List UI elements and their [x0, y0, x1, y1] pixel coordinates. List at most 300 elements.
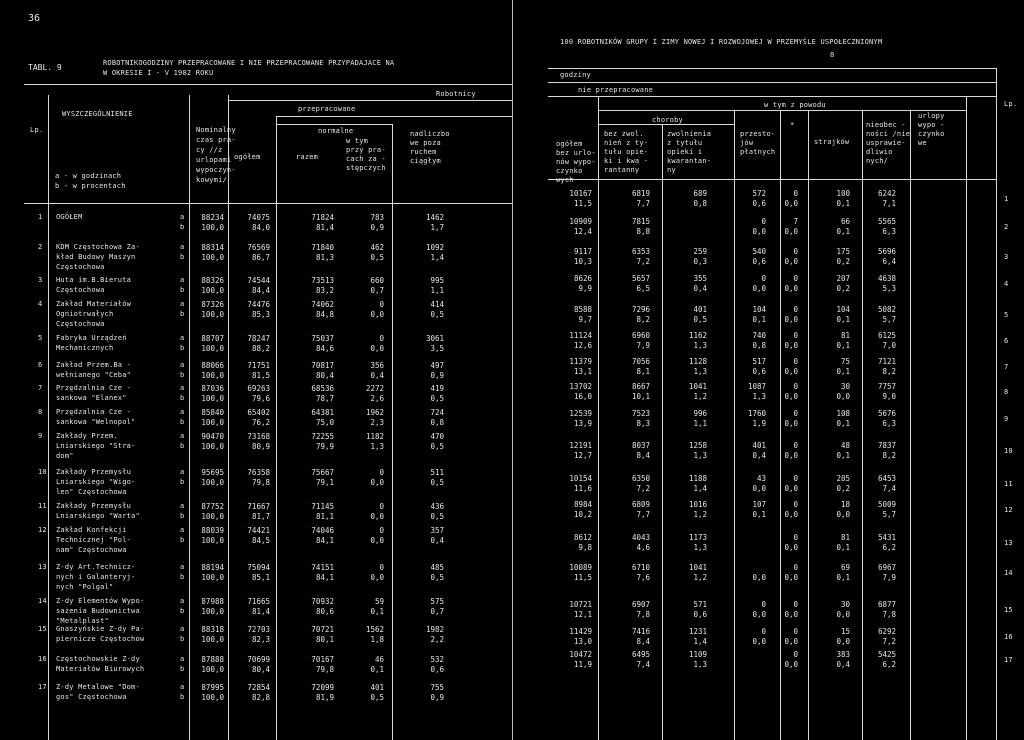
cell-value-b: 1,3 — [370, 442, 384, 451]
row-name-line: Lniarskiego "Wigo- — [56, 478, 136, 486]
cell-value-b: 8,2 — [636, 315, 650, 324]
cell-value-a: 30 — [840, 382, 850, 391]
row-b-marker: b — [180, 635, 185, 643]
cell-value-b: 100,0 — [201, 635, 224, 644]
cell-value-a: 70932 — [311, 597, 334, 606]
cell-value-b: 1,3 — [693, 660, 707, 669]
cell-value-b: 1,3 — [693, 341, 707, 350]
row-name-line: Huta im.B.Bieruta — [56, 276, 132, 284]
row-b-marker: b — [180, 693, 185, 701]
cell-value-a: 72703 — [247, 625, 270, 634]
cell-value-b: 0,0 — [370, 536, 384, 545]
cell-value-b: 100,0 — [201, 286, 224, 295]
cell-value-a: 1162 — [688, 331, 707, 340]
cell-value-b: 84,4 — [251, 286, 270, 295]
cell-value-a: 69 — [840, 563, 850, 572]
nie-przepracowane-header: nie przepracowane — [578, 86, 654, 94]
cell-value-b: 81,4 — [315, 223, 334, 232]
row-lp-right: 12 — [1004, 506, 1013, 514]
cell-value-a: 71667 — [247, 502, 270, 511]
cell-value-b: 100,0 — [201, 512, 224, 521]
cell-value-b: 0,3 — [693, 257, 707, 266]
w-tym-header: w tym przy pra- cach za - stępczych — [346, 137, 386, 172]
row-a-marker: a — [180, 334, 185, 342]
cell-value-a: 2272 — [365, 384, 384, 393]
row-a-marker: a — [180, 563, 185, 571]
cell-value-a: 996 — [693, 409, 707, 418]
cell-value-b: 1,3 — [693, 367, 707, 376]
row-a-marker: a — [180, 625, 185, 633]
cell-value-a: 68536 — [311, 384, 334, 393]
cell-value-b: 0,0 — [370, 512, 384, 521]
row-lp-right: 2 — [1004, 223, 1009, 231]
cell-value-a: 1258 — [688, 441, 707, 450]
cell-value-b: 100,0 — [201, 607, 224, 616]
cell-value-a: 6495 — [631, 650, 650, 659]
cell-value-a: 6125 — [877, 331, 896, 340]
row-a-marker: a — [180, 243, 185, 251]
cell-value-b: 80,4 — [315, 371, 334, 380]
row-b-marker: b — [180, 442, 185, 450]
cell-value-b: 84,6 — [315, 344, 334, 353]
cell-value-a: 7121 — [877, 357, 896, 366]
cell-value-b: 0,0 — [370, 573, 384, 582]
cell-value-b: 6,3 — [882, 227, 896, 236]
cell-value-a: 6907 — [631, 600, 650, 609]
row-a-marker: a — [180, 408, 185, 416]
cell-value-a: 0 — [793, 409, 798, 418]
cell-value-a: 43 — [756, 474, 766, 483]
cell-value-b: 0,1 — [836, 451, 850, 460]
row-name-line: wełnianego "Ceba" — [56, 371, 132, 379]
cell-value-b: 0,0 — [784, 451, 798, 460]
table-label: TABL. 9 — [28, 63, 62, 72]
cell-value-b: 81,7 — [251, 512, 270, 521]
row-name-line: Z-dy Elementów Wypo- — [56, 597, 145, 605]
cell-value-a: 12539 — [569, 409, 592, 418]
cell-value-b: 81,5 — [251, 371, 270, 380]
cell-value-a: 87326 — [201, 300, 224, 309]
cell-value-b: 75,0 — [315, 418, 334, 427]
row-b-marker: b — [180, 512, 185, 520]
robotnicy-header: Robotnicy — [436, 90, 476, 98]
cell-value-a: 75 — [840, 357, 850, 366]
cell-value-b: 100,0 — [201, 223, 224, 232]
cell-value-b: 84,5 — [251, 536, 270, 545]
row-b-marker: b — [180, 253, 185, 261]
cell-value-b: 0,5 — [430, 478, 444, 487]
row-name-line: "Metalplast" — [56, 617, 109, 625]
cell-value-b: 0,1 — [836, 341, 850, 350]
cell-value-b: 7,2 — [882, 637, 896, 646]
cell-value-a: 414 — [430, 300, 444, 309]
cell-value-a: 88066 — [201, 361, 224, 370]
cell-value-a: 205 — [836, 474, 850, 483]
strajkow-header: strajków — [814, 138, 850, 146]
cell-value-b: 79,9 — [315, 442, 334, 451]
cell-value-a: 1173 — [688, 533, 707, 542]
cell-value-a: 71145 — [311, 502, 334, 511]
cell-value-a: 85840 — [201, 408, 224, 417]
cell-value-b: 0,0 — [836, 610, 850, 619]
godziny-header: godziny — [560, 71, 591, 79]
cell-value-b: 0,6 — [752, 367, 766, 376]
cell-value-b: 8,2 — [882, 367, 896, 376]
cell-value-a: 8626 — [573, 274, 592, 283]
cell-value-a: 7056 — [631, 357, 650, 366]
row-name-line: Zakład Przem.Ba - — [56, 361, 132, 369]
cell-value-b: 0,1 — [370, 665, 384, 674]
cell-value-b: 7,9 — [636, 341, 650, 350]
cell-value-b: 79,8 — [315, 665, 334, 674]
cell-value-b: 81,9 — [315, 693, 334, 702]
row-a-marker: a — [180, 502, 185, 510]
cell-value-a: 755 — [430, 683, 444, 692]
row-lp: 2 — [38, 243, 43, 251]
row-lp-right: 17 — [1004, 656, 1013, 664]
cell-value-a: 401 — [693, 305, 707, 314]
cell-value-b: 1,8 — [370, 635, 384, 644]
cell-value-a: 0 — [379, 526, 384, 535]
cell-value-a: 10909 — [569, 217, 592, 226]
cell-value-a: 6453 — [877, 474, 896, 483]
cell-value-a: 104 — [752, 305, 766, 314]
cell-value-a: 356 — [370, 361, 384, 370]
cell-value-b: 0,4 — [836, 660, 850, 669]
row-name-line: KDM Częstochowa Za- — [56, 243, 140, 251]
cell-value-a: 88039 — [201, 526, 224, 535]
cell-value-a: 6877 — [877, 600, 896, 609]
cell-value-a: 30 — [840, 600, 850, 609]
cell-value-a: 10154 — [569, 474, 592, 483]
cell-value-b: 0,1 — [752, 510, 766, 519]
cell-value-a: 724 — [430, 408, 444, 417]
cell-value-a: 0 — [379, 563, 384, 572]
row-a-marker: a — [180, 655, 185, 663]
row-b-marker: b — [180, 310, 185, 318]
cell-value-b: 7,4 — [882, 484, 896, 493]
right-page — [512, 0, 1024, 740]
cell-value-b: 11,5 — [573, 573, 592, 582]
cell-value-b: 0,0 — [370, 478, 384, 487]
row-lp-right: 14 — [1004, 569, 1013, 577]
cell-value-a: 11429 — [569, 627, 592, 636]
row-a-marker: a — [180, 597, 185, 605]
cell-value-a: 5696 — [877, 247, 896, 256]
row-lp: 16 — [38, 655, 47, 663]
cell-value-a: 5082 — [877, 305, 896, 314]
cell-value-b: 84,1 — [315, 536, 334, 545]
row-b-marker: b — [180, 344, 185, 352]
row-name-line: Częstochowa — [56, 320, 105, 328]
cell-value-a: 1087 — [747, 382, 766, 391]
normalne-header: normalne — [318, 127, 354, 135]
row-name-line: Zakłady Przem. — [56, 432, 118, 440]
cell-value-b: 9,0 — [882, 392, 896, 401]
cell-value-b: 9,9 — [578, 284, 592, 293]
cell-value-a: 5565 — [877, 217, 896, 226]
cell-value-b: 0,0 — [370, 344, 384, 353]
cell-value-b: 0,1 — [836, 315, 850, 324]
cell-value-a: 0 — [793, 331, 798, 340]
cell-value-a: 81 — [840, 533, 850, 542]
cell-value-a: 74062 — [311, 300, 334, 309]
nieobecnosci-header: nieobec - ności /nie usprawie- dliwio nych/ — [866, 121, 911, 165]
cell-value-b: 0,8 — [693, 199, 707, 208]
cell-value-a: 75037 — [311, 334, 334, 343]
cell-value-a: 76569 — [247, 243, 270, 252]
cell-value-a: 88707 — [201, 334, 224, 343]
row-b-marker: b — [180, 536, 185, 544]
row-lp-right: 15 — [1004, 606, 1013, 614]
cell-value-b: 0,0 — [784, 284, 798, 293]
cell-value-b: 1,7 — [430, 223, 444, 232]
row-name-line: nych i Galanteryj- — [56, 573, 136, 581]
cell-value-b: 100,0 — [201, 573, 224, 582]
cell-value-b: 0,5 — [430, 512, 444, 521]
cell-value-a: 8588 — [573, 305, 592, 314]
w-tym-z-powodu-header: w tym z powodu — [764, 101, 826, 109]
cell-value-a: 1231 — [688, 627, 707, 636]
cell-value-a: 7815 — [631, 217, 650, 226]
cell-value-a: 70699 — [247, 655, 270, 664]
cell-value-a: 72099 — [311, 683, 334, 692]
cell-value-b: 1,3 — [693, 451, 707, 460]
cell-value-a: 88318 — [201, 625, 224, 634]
cell-value-a: 13702 — [569, 382, 592, 391]
cell-value-a: 740 — [752, 331, 766, 340]
cell-value-a: 70721 — [311, 625, 334, 634]
row-a-marker: a — [180, 361, 185, 369]
cell-value-a: 7 — [793, 217, 798, 226]
cell-value-b: 9,7 — [578, 315, 592, 324]
row-lp-right: 10 — [1004, 447, 1013, 455]
cell-value-b: 0,0 — [784, 419, 798, 428]
cell-value-a: 90470 — [201, 432, 224, 441]
cell-value-b: 82,3 — [251, 635, 270, 644]
row-name-line: nych "Polgal" — [56, 583, 114, 591]
cell-value-a: 70817 — [311, 361, 334, 370]
cell-value-b: 0,4 — [752, 451, 766, 460]
cell-value-a: 87988 — [201, 597, 224, 606]
cell-value-b: 80,4 — [251, 665, 270, 674]
cell-value-b: 1,1 — [430, 286, 444, 295]
cell-value-b: 13,1 — [573, 367, 592, 376]
cell-value-a: 462 — [370, 243, 384, 252]
cell-value-a: 0 — [793, 357, 798, 366]
cell-value-b: 1,4 — [430, 253, 444, 262]
row-lp: 7 — [38, 384, 43, 392]
row-b-marker: b — [180, 478, 185, 486]
cell-value-b: 100,0 — [201, 418, 224, 427]
cell-value-b: 0,1 — [836, 367, 850, 376]
cell-value-b: 0,4 — [370, 371, 384, 380]
cell-value-a: 1462 — [425, 213, 444, 222]
cell-value-b: 0,0 — [836, 510, 850, 519]
row-name-line: sankowa "Elanex" — [56, 394, 127, 402]
cell-value-a: 10089 — [569, 563, 592, 572]
cell-value-a: 10167 — [569, 189, 592, 198]
cell-value-a: 11124 — [569, 331, 592, 340]
row-b-marker: b — [180, 394, 185, 402]
cell-value-b: 7,4 — [636, 660, 650, 669]
cell-value-b: 80,6 — [315, 607, 334, 616]
cell-value-b: 84,8 — [315, 310, 334, 319]
cell-value-b: 8,8 — [636, 227, 650, 236]
cell-value-a: 1128 — [688, 357, 707, 366]
cell-value-a: 78247 — [247, 334, 270, 343]
cell-value-a: 0 — [793, 382, 798, 391]
cell-value-a: 65402 — [247, 408, 270, 417]
cell-value-a: 0 — [793, 441, 798, 450]
cell-value-a: 0 — [793, 600, 798, 609]
cell-value-a: 104 — [836, 305, 850, 314]
przepracowane-header: przepracowane — [298, 105, 356, 113]
row-b-marker: b — [180, 418, 185, 426]
cell-value-b: 79,1 — [315, 478, 334, 487]
cell-value-a: 572 — [752, 189, 766, 198]
row-a-marker: a — [180, 300, 185, 308]
cell-value-b: 0,0 — [784, 637, 798, 646]
cell-value-a: 1109 — [688, 650, 707, 659]
przestoje-header: przesto- jów płatnych — [740, 130, 776, 156]
cell-value-b: 12,6 — [573, 341, 592, 350]
cell-value-a: 4638 — [877, 274, 896, 283]
row-name-line: sażenia Budownictwa — [56, 607, 140, 615]
row-lp-right: 1 — [1004, 195, 1009, 203]
cell-value-a: 88314 — [201, 243, 224, 252]
cell-value-a: 12191 — [569, 441, 592, 450]
cell-value-b: 79,6 — [251, 394, 270, 403]
row-lp: 14 — [38, 597, 47, 605]
row-name-line: Zakłady Przemysłu — [56, 502, 132, 510]
cell-value-a: 73513 — [311, 276, 334, 285]
row-lp: 11 — [38, 502, 47, 510]
table-title-line1: ROBOTNIKOGODZINY PRZEPRACOWANE I NIE PRZEPRACOWANE PRZYPADAJACE NA — [103, 59, 395, 67]
cell-value-b: 0,9 — [370, 223, 384, 232]
cell-value-a: 0 — [793, 627, 798, 636]
row-lp: 1 — [38, 213, 43, 221]
cell-value-a: 0 — [379, 334, 384, 343]
cell-value-b: 6,4 — [882, 257, 896, 266]
nadliczbowe-header: nadliczbo we poza ruchem ciągłym — [410, 130, 450, 165]
cell-value-b: 0,0 — [784, 573, 798, 582]
cell-value-b: 0,1 — [752, 315, 766, 324]
cell-value-b: 0,9 — [430, 693, 444, 702]
cell-value-b: 7,8 — [636, 610, 650, 619]
cell-value-b: 0,0 — [752, 637, 766, 646]
cell-value-b: 11,6 — [573, 484, 592, 493]
cell-value-a: 517 — [752, 357, 766, 366]
row-name-line: Częstochowa — [56, 286, 105, 294]
cell-value-b: 0,0 — [784, 227, 798, 236]
cell-value-a: 6353 — [631, 247, 650, 256]
cell-value-b: 81,4 — [251, 607, 270, 616]
cell-value-a: 76358 — [247, 468, 270, 477]
row-a-marker: a — [180, 384, 185, 392]
cell-value-b: 0,1 — [836, 573, 850, 582]
cell-value-a: 74476 — [247, 300, 270, 309]
cell-value-b: 10,2 — [573, 510, 592, 519]
cell-value-a: 0 — [793, 247, 798, 256]
cell-value-a: 497 — [430, 361, 444, 370]
row-name-line: Materiałów Biurowych — [56, 665, 145, 673]
cell-value-b: 100,0 — [201, 344, 224, 353]
cell-value-a: 383 — [836, 650, 850, 659]
cell-value-a: 0 — [761, 627, 766, 636]
cell-value-a: 88234 — [201, 213, 224, 222]
cell-value-b: 0,5 — [430, 310, 444, 319]
cell-value-a: 175 — [836, 247, 850, 256]
cell-value-a: 1962 — [365, 408, 384, 417]
cell-value-b: 7,7 — [636, 510, 650, 519]
legend-a: a - w godzinach — [55, 172, 122, 180]
row-name-line: len" Częstochowa — [56, 488, 127, 496]
cell-value-b: 80,1 — [315, 635, 334, 644]
cell-value-b: 8,2 — [882, 451, 896, 460]
cell-value-b: 81,1 — [315, 512, 334, 521]
cell-value-a: 0 — [761, 217, 766, 226]
cell-value-b: 0,5 — [430, 442, 444, 451]
cell-value-b: 7,1 — [882, 199, 896, 208]
cell-value-b: 7,8 — [882, 610, 896, 619]
cell-value-b: 76,2 — [251, 418, 270, 427]
cell-value-a: 48 — [840, 441, 850, 450]
cell-value-a: 10472 — [569, 650, 592, 659]
cell-value-a: 18 — [840, 500, 850, 509]
lp-header: Lp. — [30, 126, 44, 134]
cell-value-b: 6,5 — [636, 284, 650, 293]
cell-value-a: 1562 — [365, 625, 384, 634]
cell-value-a: 540 — [752, 247, 766, 256]
cell-value-b: 1,4 — [693, 637, 707, 646]
cell-value-a: 87888 — [201, 655, 224, 664]
cell-value-b: 1,2 — [693, 573, 707, 582]
cell-value-a: 0 — [793, 305, 798, 314]
cell-value-b: 11,9 — [573, 660, 592, 669]
row-lp-right: 3 — [1004, 253, 1009, 261]
cell-value-b: 0,6 — [693, 610, 707, 619]
cell-value-b: 5,7 — [882, 315, 896, 324]
urlopy-header: urlopy wypo - czynko we — [918, 112, 945, 147]
cell-value-a: 10721 — [569, 600, 592, 609]
cell-value-b: 0,1 — [836, 227, 850, 236]
cell-value-b: 0,2 — [836, 284, 850, 293]
row-name-line: Częstochowa — [56, 263, 105, 271]
cell-value-a: 0 — [793, 533, 798, 542]
row-lp: 10 — [38, 468, 47, 476]
cell-value-a: 357 — [430, 526, 444, 535]
bez-zwolnien-header: bez zwol. nień z ty- tułu opie- ki i kwa - rantanny — [604, 130, 649, 174]
row-a-marker: a — [180, 432, 185, 440]
cell-value-a: 107 — [752, 500, 766, 509]
row-lp-right: 4 — [1004, 280, 1009, 288]
row-name-line: OGÓŁEM — [56, 213, 83, 221]
row-name-line: dom" — [56, 452, 74, 460]
cell-value-b: 8,1 — [636, 367, 650, 376]
cell-value-b: 0,0 — [784, 543, 798, 552]
cell-value-a: 571 — [693, 600, 707, 609]
row-name-line: Technicznej "Pol- — [56, 536, 132, 544]
page-number: 36 — [28, 13, 41, 24]
cell-value-a: 485 — [430, 563, 444, 572]
cell-value-a: 74151 — [311, 563, 334, 572]
cell-value-b: 3,5 — [430, 344, 444, 353]
cell-value-a: 6292 — [877, 627, 896, 636]
cell-value-a: 1041 — [688, 563, 707, 572]
cell-value-a: 470 — [430, 432, 444, 441]
cell-value-a: 6242 — [877, 189, 896, 198]
